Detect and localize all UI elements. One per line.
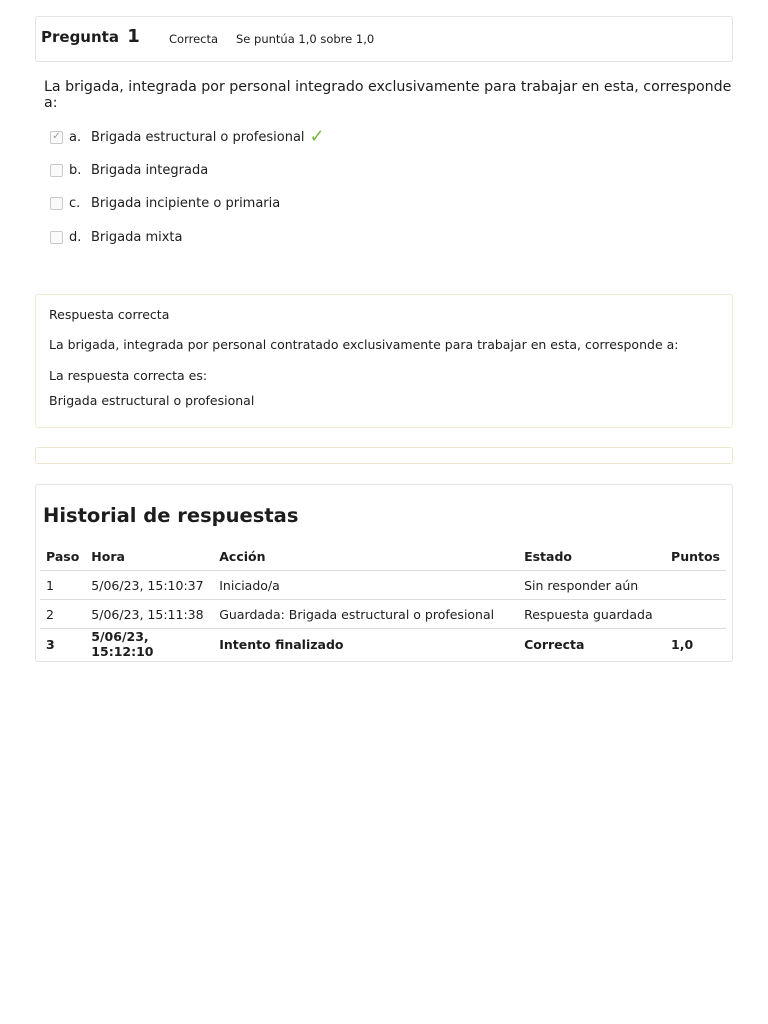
cell-points: 1,0 [671,636,694,652]
option-letter: d. [69,229,82,245]
cell-action: Intento finalizado [219,636,344,652]
feedback-box [35,294,733,428]
correct-answer-label: La respuesta correcta es: [49,368,208,383]
history-title: Historial de respuestas [43,504,299,527]
cell-step: 3 [46,636,55,652]
question-number: 1 [127,26,140,47]
general-feedback-box [35,447,733,464]
option-text: Brigada integrada [91,162,209,178]
checkbox-checked[interactable]: ✓ [50,131,63,144]
feedback-status: Respuesta correcta [49,307,170,322]
history-table [40,542,726,659]
cell-points [665,600,726,629]
column-header: Paso [40,542,85,571]
option-text: Brigada estructural o profesional [91,129,305,145]
checkbox[interactable] [50,231,63,244]
option-letter: b. [69,162,82,178]
correct-check-icon: ✓ [309,126,325,147]
question-title-label: Pregunta [41,28,119,46]
table-row [40,629,726,660]
cell-action: Iniciado/a [213,571,518,600]
checkbox[interactable] [50,197,63,210]
cell-action: Guardada: Brigada estructural o profesional [213,600,518,629]
question-state: Correcta [169,32,219,46]
option-letter: c. [69,195,81,211]
question-grade: Se puntúa 1,0 sobre 1,0 [236,32,375,46]
column-header: Puntos [665,542,726,571]
cell-points [665,571,726,600]
answer-option-b[interactable] [50,159,208,181]
cell-time: 5/06/23, 15:10:37 [85,571,213,600]
option-text: Brigada incipiente o primaria [91,195,281,211]
table-header-row [40,542,726,571]
cell-step: 1 [40,571,85,600]
correct-answer: Brigada estructural o profesional [49,393,255,408]
answer-option-c[interactable] [50,192,280,214]
question-text: La brigada, integrada por personal integrado exclusivamente para trabajar en esta, corresponde a: [44,79,732,111]
cell-step: 2 [40,600,85,629]
option-letter: a. [69,129,82,145]
cell-time: 5/06/23, 15:11:38 [85,600,213,629]
column-header: Hora [85,542,213,571]
column-header: Acción [213,542,518,571]
question-title [41,26,140,47]
cell-state: Respuesta guardada [518,600,665,629]
cell-time: 5/06/23, 15:12:10 [91,629,154,659]
checkbox[interactable] [50,164,63,177]
cell-state: Sin responder aún [518,571,665,600]
table-row [40,600,726,629]
answer-option-d[interactable] [50,226,182,248]
option-text: Brigada mixta [91,229,183,245]
cell-state: Correcta [524,636,585,652]
feedback-statement: La brigada, integrada por personal contratado exclusivamente para trabajar en esta, corresponde a: [49,337,679,352]
answer-option-a[interactable] [50,126,325,148]
question-info-box [35,16,733,62]
column-header: Estado [518,542,665,571]
table-row [40,571,726,600]
